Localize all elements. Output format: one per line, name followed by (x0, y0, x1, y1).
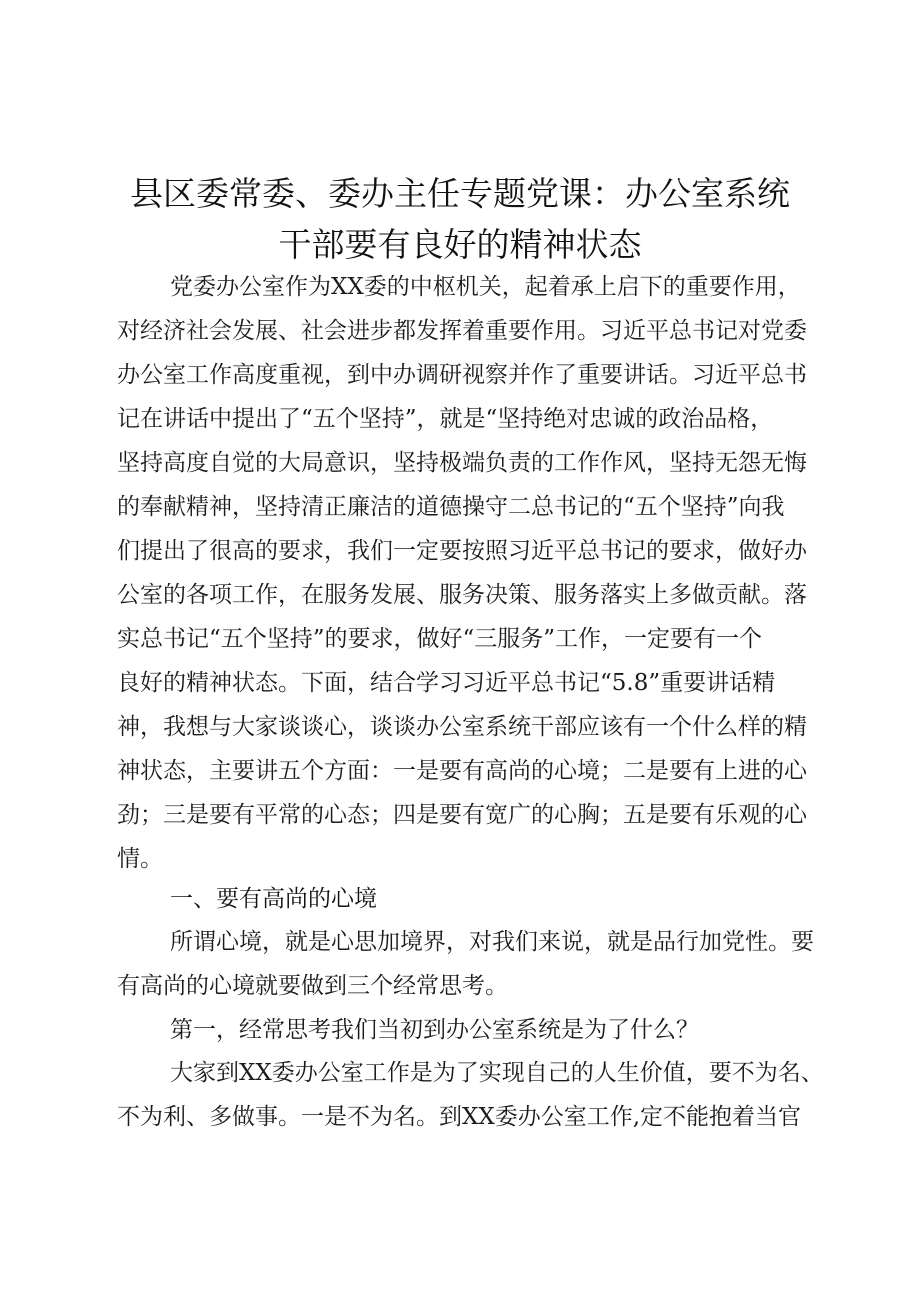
document-title-line-1: 县区委常委、委办主任专题党课：办公室系统 (130, 174, 790, 213)
paragraph-line: 公室的各项工作，在服务发展、服务决策、服务落实上多做贡献。落 (117, 582, 807, 608)
document-title-line-2: 干部要有良好的精神状态 (278, 225, 642, 264)
paragraph-line: 第一，经常思考我们当初到办公室系统是为了什么？ (170, 1017, 699, 1043)
paragraph-line: 党委办公室作为XX委的中枢机关，起着承上启下的重要作用， (170, 274, 801, 300)
paragraph-line: 所谓心境，就是心思加境界，对我们来说，就是品行加党性。要 (170, 929, 814, 955)
paragraph-line: 良好的精神状态。下面，结合学习习近平总书记“5.8”重要讲话精 (117, 670, 776, 696)
paragraph-line: 神状态，主要讲五个方面：一是要有高尚的心境；二是要有上进的心 (117, 758, 807, 784)
paragraph-line: 大家到XX委办公室工作是为了实现自己的人生价值，要不为名、 (170, 1060, 824, 1086)
section-heading: 一、要有高尚的心境 (170, 886, 377, 912)
paragraph-line: 劲；三是要有平常的心态；四是要有宽广的心胸；五是要有乐观的心 (117, 802, 807, 828)
paragraph-line: 坚持高度自觉的大局意识，坚持极端负责的工作作风，坚持无怨无悔 (117, 450, 807, 476)
paragraph-line: 实总书记“五个坚持”的要求，做好“三服务”工作，一定要有一个 (117, 626, 763, 652)
paragraph-line: 记在讲话中提出了“五个坚持”，就是“坚持绝对忠诚的政治品格， (117, 406, 774, 432)
paragraph-line: 办公室工作高度重视，到中办调研视察并作了重要讲话。习近平总书 (117, 362, 807, 388)
paragraph-line: 有高尚的心境就要做到三个经常思考。 (117, 973, 508, 999)
paragraph-line: 对经济社会发展、社会进步都发挥着重要作用。习近平总书记对党委 (117, 318, 807, 344)
paragraph-line: 不为利、多做事。一是不为名。到XX委办公室工作,定不能抱着当官 (117, 1104, 802, 1130)
paragraph-line: 们提出了很高的要求，我们一定要按照习近平总书记的要求，做好办 (117, 538, 807, 564)
paragraph-line: 情。 (117, 846, 163, 872)
paragraph-line: 神，我想与大家谈谈心，谈谈办公室系统干部应该有一个什么样的精 (117, 714, 807, 740)
paragraph-line: 的奉献精神，坚持清正廉洁的道德操守二总书记的“五个坚持”向我 (117, 494, 785, 520)
